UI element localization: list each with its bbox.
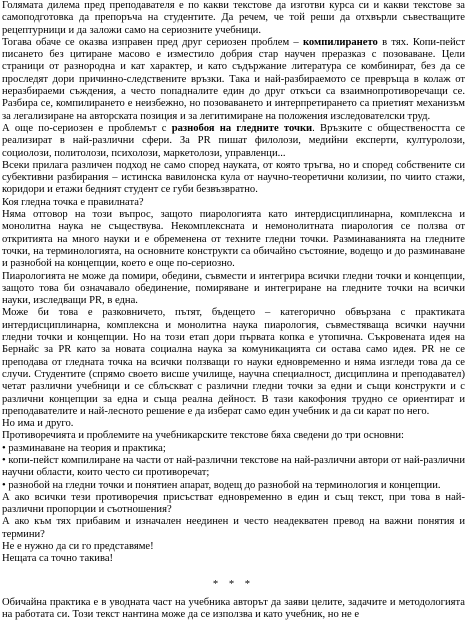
paragraph-text: в тях. Копи-пейст писането без цитиране масово е изместило добрия стар научен преразказ с позоваване. Цели страници от разнородна и кат характер, и като съдържание литература се комбинират, без да се проследят дори причинно-следствените връзки. Така и най-разбираемото се превръща в колаж от неразбираеми съждения, а често попадналите един до друг откъси са взаимнопротиворечащи се. Разбира се, компилирането е неизбежно, но позоваването и интерпретирането са приетият механизъм за легализиране на авторската позиция и за легитимиране на положения изследователски труд. xyxy=(2,36,465,122)
bold-term-viewpoints: разнобоя на гледните точки xyxy=(171,122,313,134)
paragraph-4 xyxy=(2,160,465,197)
paragraph-10 xyxy=(2,430,465,442)
paragraph-text: Всеки прилага различен подход не само според науката, от която тръгва, но и според собствените си субективни разбирания – истинска вавилонска кула от научно-теоретични колизии, по чиито стажи, коридори и етажи бедният студент се губи безвъзвратно. xyxy=(2,159,465,196)
closing-paragraph xyxy=(2,597,465,622)
paragraph-text: Нещата са точно такива! xyxy=(2,553,114,565)
paragraph-text: Тогава обаче се оказва изправен пред друг сериозен проблем – xyxy=(2,36,303,48)
paragraph-3 xyxy=(2,123,465,160)
paragraph-text: А още по-сериозен е проблемът с xyxy=(2,122,172,134)
paragraph-text: Обичайна практика е в уводната част на учебника авторът да заяви целите, задачите и методологията на работата си. Този текст нантина може да се използва и като учебник, но не е xyxy=(2,596,465,621)
paragraph-1 xyxy=(2,0,465,37)
paragraph-text: Пиарологията не може да помири, обедини, съвмести и интегрира всички гледни точки и концепции, защото това би означавало обединение, помиряване и интегриране на гледните точки на всички науки, изследващи PR, в една. xyxy=(2,270,465,307)
paragraph-12 xyxy=(2,516,465,541)
paragraph-7 xyxy=(2,271,465,308)
section-separator: * * * xyxy=(212,578,255,590)
bold-term-compiling: компилирането xyxy=(302,36,378,48)
paragraph-text: Но има и друго. xyxy=(2,418,74,430)
paragraph-text: Противоречията и проблемите на учебникарските текстове бяха сведени до три основни: xyxy=(2,430,404,442)
paragraph-text: . Връзките с обществеността се реализират в най-различни сфери. За PR пишат филолози, медийни експерти, културолози, социолози, политолози, психолози, маркетолози, управленци... xyxy=(2,122,465,159)
bullet-text: • разнобой на гледни точки и понятиен апарат, водещ до разнобой на терминология и концепции. xyxy=(2,479,441,491)
paragraph-text: Голямата дилема пред преподавателя е по какви текстове да изготви курса си и какви текстове за самоподготовка да препоръча на студентите. Да речем, че той реши да отхвърли съвестващите рецептурници и да заложи само на сериозните учебници. xyxy=(2,0,465,36)
paragraph-text: Коя гледна точка е правилната? xyxy=(2,196,144,208)
paragraph-6 xyxy=(2,209,465,270)
bullet-item-2 xyxy=(2,455,465,480)
paragraph-5 xyxy=(2,197,465,209)
paragraph-text: Няма отговор на този въпрос, защото пиарологията като интердисциплинарна, комплексна и монолитна наука не съществува. Некомплексната и немонолитната пиарология се ползва от откритията на много науки и е обременена от техните гледни точки. Разминаванията на гледните точки, на терминологията, на основните конструкти са обичайно състояние, водещо и до разминаване и разнобой на концепции, което е още по-сериозно. xyxy=(2,209,465,270)
paragraph-text: А ако към тях прибавим и изначален неединен и често неадекватен превод на важни понятия и термини? xyxy=(2,516,465,540)
paragraph-8 xyxy=(2,307,465,418)
bullet-text: • разминаване на теория и практика; xyxy=(2,442,166,454)
paragraph-text: Може би това е разковничето, пътят, бъдещето – категорично обвързана с практиката интердисциплинарна, комплексна и монолитна наука пиарология, съвместяваща всички научни гледни точки и концепции. Но на този етап дори първата копка е утопична. Съкровената идея на Бернайс за PR като за новата социална наука за комуникацията си остава само идея. PR не се преподава от гледната точка на всички ползващи го науки едновременно и няма изгледи това да се случи. Студентите (спрямо своето висше училище, научна специалност, дисциплина и преподавател) четат различни учебници и се сблъскват с различни гледни точки за едни и същи конструкти и с различни концепции за една и съща реална дейност. В тази какофония трудно се ориентират и преподавателите и най-лесното решение е да изберат само един учебник и да си карат по него. xyxy=(2,307,465,417)
paragraph-9 xyxy=(2,418,465,430)
spacer xyxy=(2,566,465,574)
paragraph-11 xyxy=(2,492,465,517)
paragraph-text: А ако всички тези противоречия присъстват едновременно в един и същ текст, при това в най-различни пропорции и съотношения? xyxy=(2,491,465,516)
bullet-item-1 xyxy=(2,443,465,455)
bullet-text: • копи-пейст компилиране на части от най-различни текстове на най-различни автори от най-различни научни области, които често си противоречат; xyxy=(2,454,465,479)
paragraph-13 xyxy=(2,541,465,553)
bullet-item-3 xyxy=(2,480,465,492)
paragraph-14 xyxy=(2,553,465,565)
paragraph-2 xyxy=(2,37,465,123)
paragraph-text: Не е нужно да си го представяме! xyxy=(2,541,154,553)
